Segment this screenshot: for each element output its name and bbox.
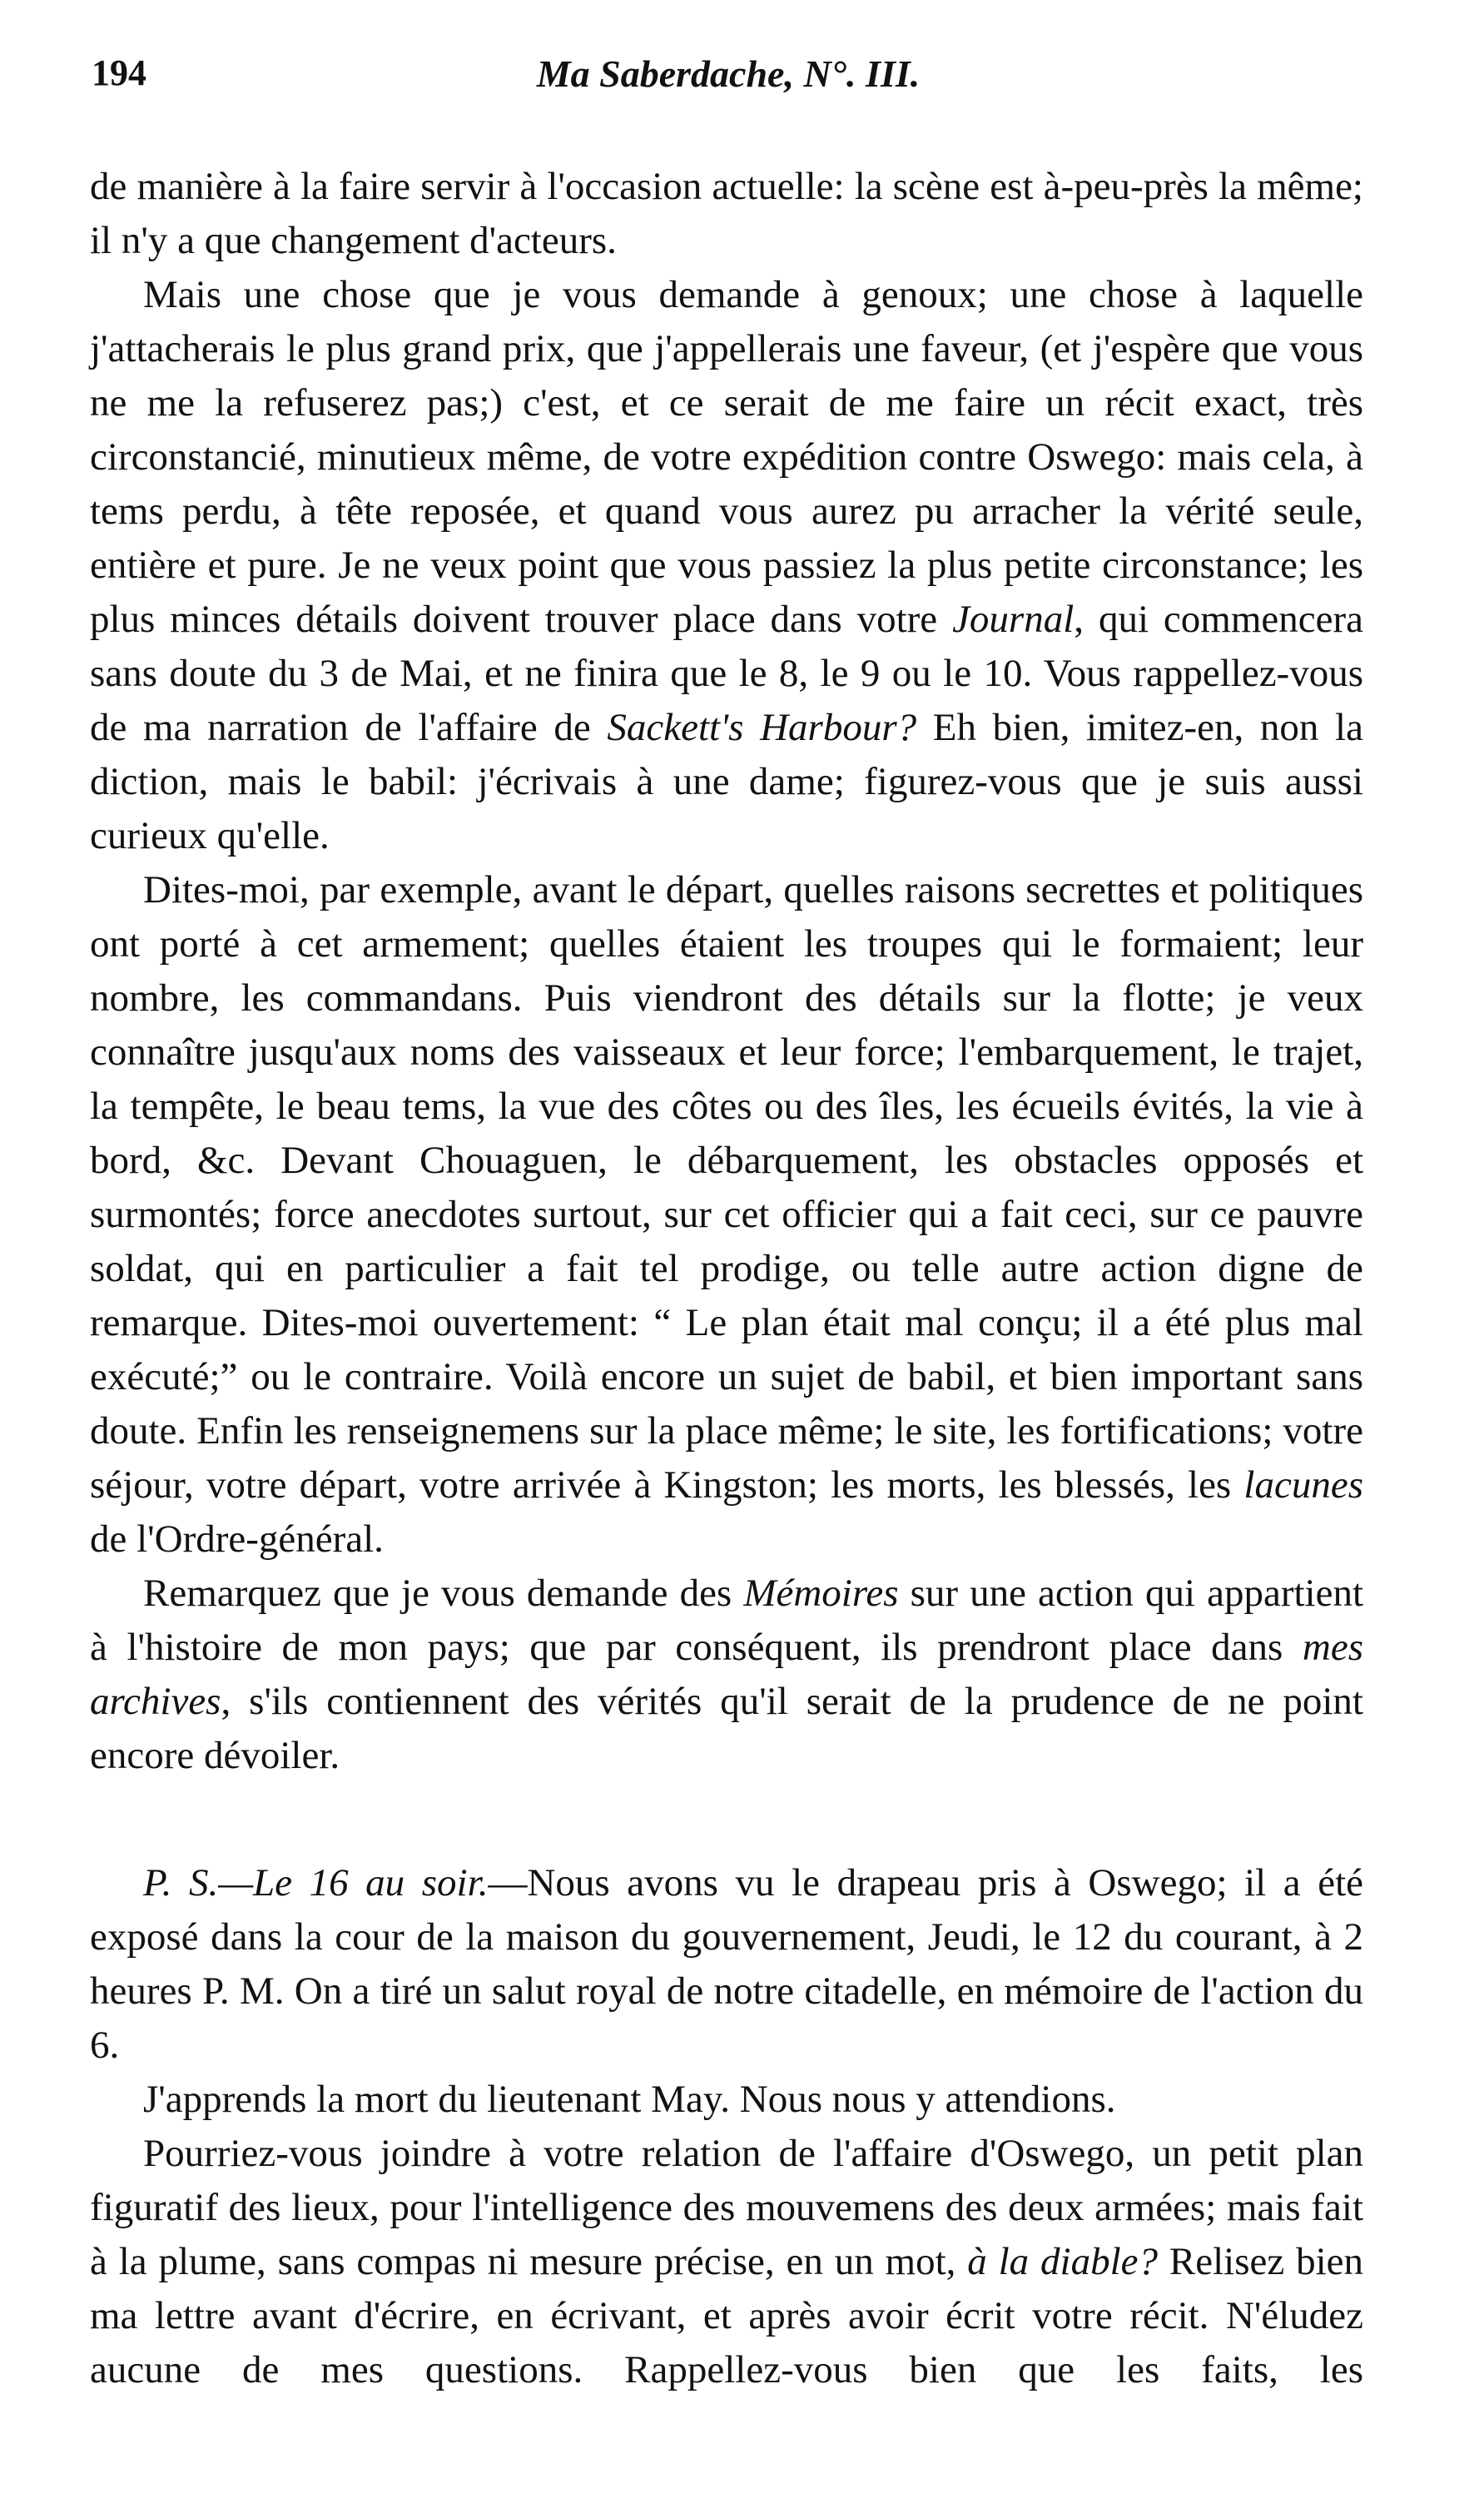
italic-sacketts-harbour: Sackett's Harbour? bbox=[607, 706, 917, 749]
italic-memoires: Mémoires bbox=[743, 1572, 899, 1615]
postscript-label: P. S.—Le 16 au soir. bbox=[143, 1861, 489, 1905]
paragraph-request-journal: Mais une chose que je vous demande à genoux; une chose à laquelle j'attacherais le plus grand prix, que j'appellerais une faveur, (et j'espère que vous ne me la refuserez pas;) c'est, et ce serait de me faire un récit exact, très circonstancié, minutieux même, de votre expédition contre Oswego: mais cela, à tems perdu, à tête reposée, et quand vous aurez pu arracher la vérité seule, entière et pure. Je ne veux point que vous passiez la plus petite circonstance; les plus minces détails doivent trouver place dans votre Journal, qui commencera sans doute du 3 de Mai, et ne finira que le 8, le 9 ou le 10. Vous rappellez-vous de ma narration de l'affaire de Sackett's Harbour? Eh bien, imitez-en, non la diction, mais le babil: j'écrivais à une dame; figurez-vous que je suis aussi curieux qu'elle. bbox=[90, 273, 1363, 857]
paragraph-plan-request: Pourriez-vous joindre à votre relation de l'affaire d'Oswego, un petit plan figuratif des lieux, pour l'intelligence des mouvemens des deux armées; mais fait à la plume, sans compas ni mesure précise, en un mot, à la diable? Relisez bien ma lettre avant d'écrire, en écrivant, et après avoir écrit votre récit. N'éludez aucune de mes questions. Rappellez-vous bien que les faits, les bbox=[90, 2132, 1363, 2391]
paragraph-lieutenant-may: J'apprends la mort du lieutenant May. Nous nous y attendions. bbox=[143, 2078, 1116, 2121]
body-text bbox=[90, 160, 1363, 2397]
page-header bbox=[92, 52, 1365, 118]
italic-journal: Journal bbox=[952, 598, 1075, 641]
paragraph-memoires: Remarquez que je vous demande des Mémoires sur une action qui appartient à l'histoire de mon pays; que par conséquent, ils prendront place dans mes archives, s'ils contiennent des vérités qu'il serait de la prudence de ne point encore dévoiler. bbox=[90, 1572, 1364, 1777]
italic-a-la-diable: à la diable? bbox=[967, 2240, 1159, 2283]
paragraph-expedition-details: Dites-moi, par exemple, avant le départ, quelles raisons secrettes et politiques ont porté à cet armement; quelles étaient les troupes qui le formaient; leur nombre, les commandans. Puis viendront des détails sur la flotte; je veux connaître jusqu'aux noms des vaisseaux et leur force; l'embarquement, le trajet, la tempête, le beau tems, la vue des côtes ou des îles, les écueils évités, la vie à bord, &c. Devant Chouaguen, le débarquement, les obstacles opposés et surmontés; force anecdotes surtout, sur cet officier qui a fait ceci, sur ce pauvre soldat, qui en particulier a fait tel prodige, ou telle autre action digne de remarque. Dites-moi ouvertement: “ Le plan était mal conçu; il a été plus mal exécuté;” ou le contraire. Voilà encore un sujet de babil, et bien important sans doute. Enfin les renseignemens sur la place même; le site, les fortifications; votre séjour, votre départ, votre arrivée à Kingston; les morts, les blessés, les lacunes de l'Ordre-général. bbox=[90, 868, 1363, 1561]
italic-mes-archives: mes archives bbox=[90, 1626, 1363, 1723]
page-number: 194 bbox=[92, 52, 146, 93]
italic-lacunes: lacunes bbox=[1243, 1463, 1363, 1507]
running-title: Ma Saberdache, N°. III. bbox=[536, 52, 921, 95]
paragraph-postscript: P. S.—Le 16 au soir.—Nous avons vu le drapeau pris à Oswego; il a été exposé dans la cour de la maison du gouvernement, Jeudi, le 12 du courant, à 2 heures P. M. On a tiré un salut royal de notre citadelle, en mémoire de l'action du 6. bbox=[90, 1861, 1364, 2067]
paragraph-continuation: de manière à la faire servir à l'occasion actuelle: la scène est à-peu-près la même; il n'y a que changement d'acteurs. bbox=[90, 165, 1363, 262]
